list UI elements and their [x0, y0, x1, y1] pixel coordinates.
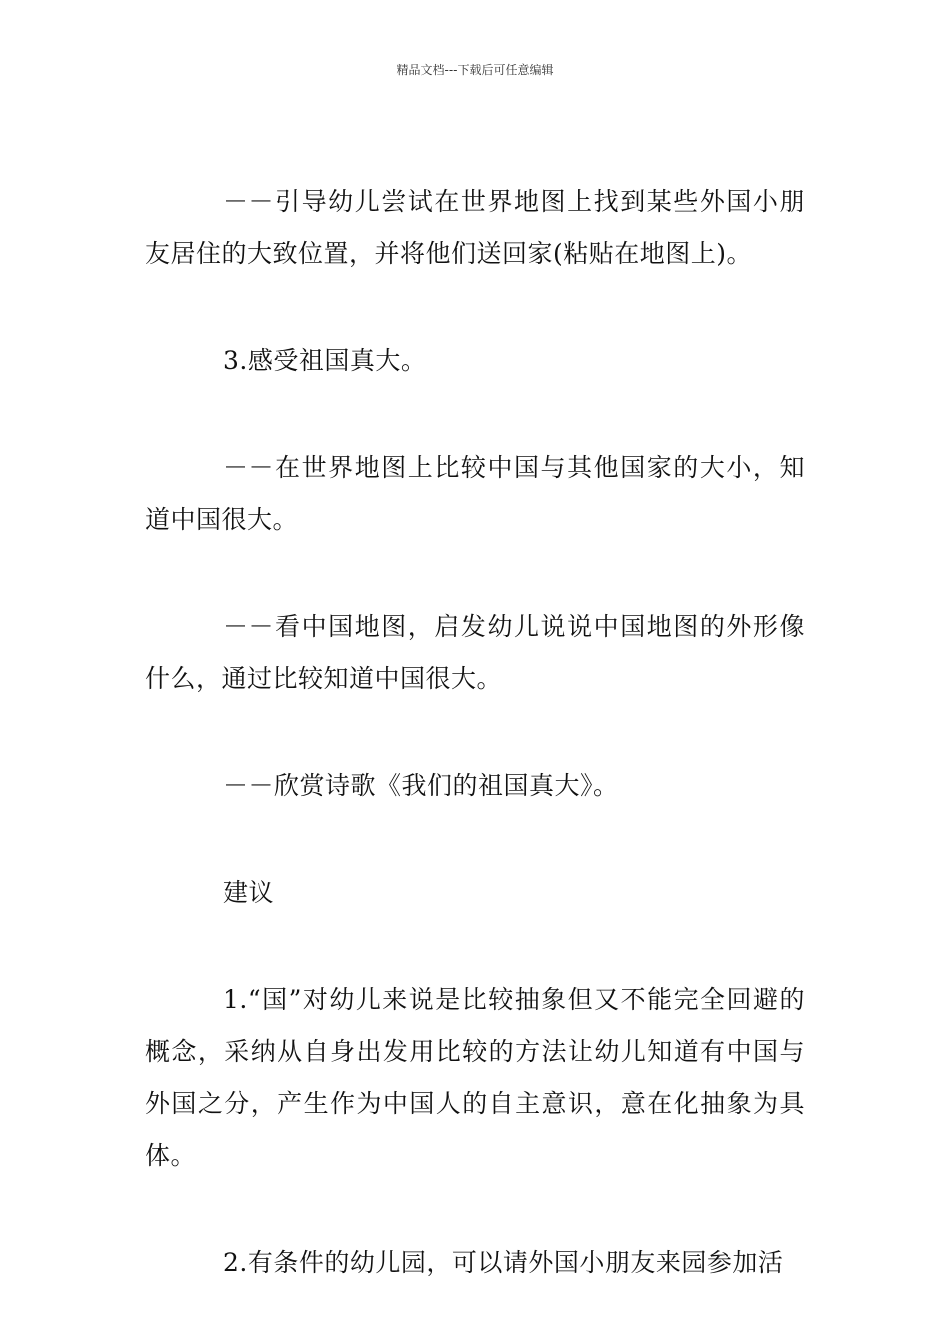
- paragraph-compare-size: －－在世界地图上比较中国与其他国家的大小，知道中国很大。: [145, 453, 805, 534]
- paragraph-poem: －－欣赏诗歌《我们的祖国真大》。: [223, 771, 619, 800]
- paragraph-suggestions-heading: 建议: [223, 878, 275, 907]
- paragraph-guide-map: －－引导幼儿尝试在世界地图上找到某些外国小朋友居住的大致位置，并将他们送回家(粘贴在地图上)。: [145, 187, 805, 268]
- document-body: [145, 176, 805, 1289]
- paragraph-china-map-shape: －－看中国地图，启发幼儿说说中国地图的外形像什么，通过比较知道中国很大。: [145, 612, 805, 693]
- page-header: 精品文档---下载后可任意编辑: [396, 63, 554, 77]
- paragraph-section-3-heading: 3.感受祖国真大。: [223, 346, 427, 375]
- paragraph-suggestion-2: 2.有条件的幼儿园，可以请外国小朋友来园参加活: [223, 1248, 784, 1277]
- paragraph-suggestion-1: 1.“国”对幼儿来说是比较抽象但又不能完全回避的概念，采纳从自身出发用比较的方法让幼儿知道有中国与外国之分，产生作为中国人的自主意识，意在化抽象为具体。: [145, 985, 805, 1170]
